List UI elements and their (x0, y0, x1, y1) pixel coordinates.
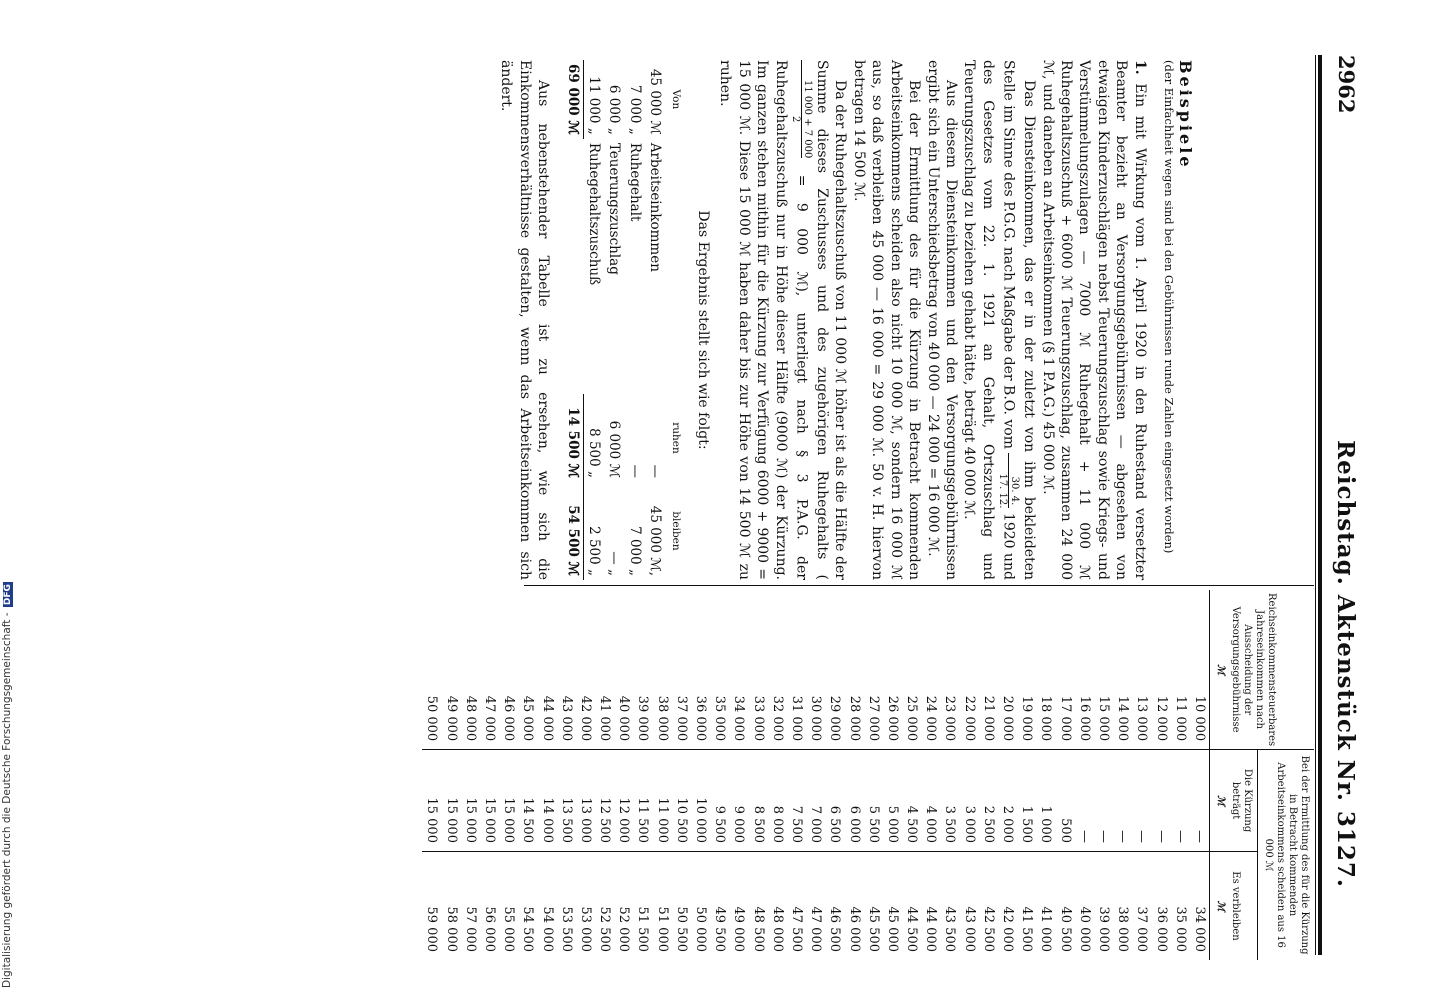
cell-remain: 41 500 (1019, 906, 1035, 952)
cell-remain: 50 500 (673, 906, 689, 952)
ledger-amount: 45 000 ℳ (647, 68, 664, 135)
cell-reduction: 6 500 (825, 750, 844, 852)
dfg-logo: DFG (3, 584, 13, 606)
date-fraction-den: 17. 12. (996, 473, 1008, 509)
cell-remain: 59 000 (424, 906, 440, 952)
examples-heading: Beispiele (1176, 60, 1195, 170)
cell-income: 22 000 (960, 590, 979, 750)
cell-income: 26 000 (883, 590, 902, 750)
example-text-5b: = 9 000 ℳ), unterliegt nach § 3 P.A.G. der Ruhegehaltszuschuß nur in Höhe dieser Hälfte (9000 ℳ) der Kürzung. Im ganzen stehen mithin für die Kürzung zur Verfügung 6000 + 9000 = 15 000 ℳ. Diese 15 000 ℳ haben daher bis zur Höhe von 14 500 ℳ zu ruhen. (717, 60, 810, 580)
cell-remain: 55 000 (501, 906, 517, 952)
example-text-1: Ein mit Wirkung vom 1. April 1920 in den Ruhestand versetzter Beamter bezieht an Versorgungsgebührnissen — abgesehen von etwaigen Kinderzuschlägen nebst Teuerungszuschlag sowie Kriegs- und Verstümmelungszulagen — 7000 ℳ Ruhegehalt + 11 000 ℳ Ruhegehaltszuschuß + 6000 ℳ Teuerungszuschlag, zusammen 24 000 ℳ, und daneben an Arbeitseinkommen (§ 1 P.A.G.) 45 000 ℳ. (1039, 60, 1148, 581)
cell-remain: 46 000 (846, 906, 862, 952)
cell-remain: 52 000 (616, 906, 632, 952)
column-divider (524, 585, 1314, 586)
cell-remain: 42 000 (1000, 906, 1016, 952)
cell-reduction: 7 500 (787, 750, 806, 852)
ledger-amount: 7 000 „ (626, 84, 643, 135)
cell-remain: 43 500 (942, 906, 958, 952)
cell-reduction: 14 000 (537, 750, 556, 852)
table-row (844, 590, 863, 960)
cell-reduction: 12 500 (595, 750, 614, 852)
table-row (442, 590, 461, 960)
cell-income: 28 000 (844, 590, 863, 750)
col-income-header-text: Reichseinkommensteuerbares Jahreseinkommen nach Ausscheidung der Versorgungsgebührnisse (1230, 593, 1277, 747)
table-row (633, 590, 652, 960)
cell-remain: 43 000 (961, 906, 977, 952)
cell-remain: 44 000 (923, 906, 939, 952)
cell-income: 16 000 (1075, 590, 1094, 750)
table-row (729, 590, 748, 960)
cell-income: 45 000 (518, 590, 537, 750)
example-paragraph-1 (1038, 60, 1148, 580)
header-rule-thick (1318, 55, 1322, 955)
ledger-amount: 11 000 „ (583, 60, 604, 139)
cell-reduction: 5 500 (864, 750, 883, 852)
date-fraction-num: 30. 4. (1008, 453, 1020, 508)
cell-remain: 51 000 (654, 906, 670, 952)
ledger-label: Ruhegehalt (626, 142, 643, 222)
cell-reduction: 4 500 (902, 750, 921, 852)
cell-reduction: 15 000 (499, 750, 518, 852)
cell-income: 29 000 (825, 590, 844, 750)
cell-reduction: 9 500 (710, 750, 729, 852)
example-text-2b: 1920 und des Gesetzes vom 22. 1. 1921 an Gehalt, Ortszuschlag und Teuerungszuschlag zu beziehen gehabt hätte, beträgt 40 000 ℳ. (961, 60, 1017, 581)
ledger-header-row (665, 60, 685, 580)
table-row (902, 590, 921, 960)
cell-reduction: 2 500 (979, 750, 998, 852)
example-number: 1. (1131, 60, 1148, 75)
cell-reduction: — (1094, 750, 1113, 852)
cell-remain: 49 500 (712, 906, 728, 952)
ledger-amount: 6 000 „ (606, 84, 623, 135)
cell-remain: 45 000 (884, 906, 900, 952)
table-row (787, 590, 806, 960)
cell-remain: 52 500 (597, 906, 613, 952)
ledger-label: Teuerungszuschlag (606, 142, 623, 275)
cell-remain: 40 000 (1076, 906, 1092, 952)
cell-reduction: — (1190, 750, 1210, 852)
cell-income: 32 000 (768, 590, 787, 750)
table-row (768, 590, 787, 960)
table-row (595, 590, 614, 960)
cell-reduction: 3 500 (940, 750, 959, 852)
table-row (979, 590, 998, 960)
cell-remain: 35 000 (1172, 906, 1188, 952)
ledger-total-ruhen: 14 500 ℳ (564, 407, 581, 478)
table-group-row (1258, 590, 1315, 960)
cell-reduction: 7 000 (806, 750, 825, 852)
sum-fraction (790, 60, 813, 158)
cell-remain: 48 000 (769, 906, 785, 952)
date-fraction (997, 453, 1020, 508)
ledger-head-ruhen: ruhen (669, 422, 682, 454)
col-reduction-header (1210, 750, 1258, 852)
cell-remain: 54 500 (520, 906, 536, 952)
cell-reduction: 1 500 (1017, 750, 1036, 852)
cell-reduction: 13 000 (576, 750, 595, 852)
table-row (1171, 590, 1190, 960)
cell-income: 37 000 (672, 590, 691, 750)
table-row (653, 590, 672, 960)
cell-remain: 40 500 (1057, 906, 1073, 952)
cell-income: 35 000 (710, 590, 729, 750)
cell-remain: 56 000 (481, 906, 497, 952)
cell-income: 12 000 (1151, 590, 1170, 750)
table-row (749, 590, 768, 960)
table-row (1056, 590, 1075, 960)
cell-reduction: 2 000 (998, 750, 1017, 852)
ledger-ruhen: 6 000 ℳ (606, 420, 623, 478)
cell-remain: 58 000 (443, 906, 459, 952)
cell-income: 50 000 (422, 590, 441, 750)
ledger-label: Arbeitseinkommen (647, 142, 664, 272)
table-row (614, 590, 633, 960)
page-number: 2962 (1334, 55, 1359, 114)
cell-remain: 47 000 (808, 906, 824, 952)
cell-reduction: 15 000 (442, 750, 461, 852)
cell-remain: 42 500 (980, 906, 996, 952)
ledger-row (624, 60, 644, 580)
cell-income: 46 000 (499, 590, 518, 750)
cell-remain: 38 000 (1115, 906, 1131, 952)
ledger-ruhen: — (647, 464, 664, 478)
example-paragraph-7: Aus nebenstehender Tabelle ist zu ersehen, wie sich die Einkommensverhältnisse gestalten, wenn das Arbeitseinkommen sich ändert. (498, 60, 552, 580)
cell-reduction: 15 000 (480, 750, 499, 852)
cell-remain: 36 000 (1153, 906, 1169, 952)
cell-remain: 48 500 (750, 906, 766, 952)
ledger-row (645, 60, 665, 580)
cell-reduction: 500 (1056, 750, 1075, 852)
table-row (422, 590, 441, 960)
cell-reduction: — (1075, 750, 1094, 852)
cell-income: 11 000 (1171, 590, 1190, 750)
table-row (1113, 590, 1132, 960)
cell-income: 10 000 (1190, 590, 1210, 750)
table-row (1075, 590, 1094, 960)
reduction-table-body (422, 590, 1209, 960)
cell-income: 49 000 (442, 590, 461, 750)
cell-income: 40 000 (614, 590, 633, 750)
cell-income: 13 000 (1132, 590, 1151, 750)
page-title: Reichstag. Aktenstück Nr. 3127. (1332, 440, 1359, 888)
table-row (864, 590, 883, 960)
table-row (921, 590, 940, 960)
table-row (691, 590, 710, 960)
cell-remain: 37 000 (1134, 906, 1150, 952)
table-row (480, 590, 499, 960)
ledger-bleiben: 7 000 „ (626, 526, 643, 576)
cell-remain: 51 500 (635, 906, 651, 952)
cell-income: 42 000 (576, 590, 595, 750)
example-paragraph-4: Bei der Ermittlung des für die Kürzung in Betracht kommenden Arbeitseinkommens scheiden also nicht 10 000 ℳ, sondern 16 000 ℳ aus, so daß verbleiben 45 000 — 16 000 = 29 000 ℳ. 50 v. H. hiervon betragen 14 500 ℳ. (850, 60, 923, 580)
col-reduction-unit: ℳ (1215, 795, 1226, 806)
cell-income: 19 000 (1017, 590, 1036, 750)
ledger-ruhen: — (626, 464, 643, 478)
cell-income: 18 000 (1036, 590, 1055, 750)
cell-income: 14 000 (1113, 590, 1132, 750)
cell-income: 17 000 (1056, 590, 1075, 750)
cell-reduction: 1 000 (1036, 750, 1055, 852)
example-text-5a: Da der Ruhegehaltszuschuß von 11 000 ℳ höher ist als die Hälfte der Summe dieses Zuschusses und des zugehörigen Ruhegehalts ( (814, 60, 849, 580)
cell-income: 30 000 (806, 590, 825, 750)
cell-income: 41 000 (595, 590, 614, 750)
table-row (710, 590, 729, 960)
cell-reduction: 15 000 (422, 750, 441, 852)
cell-remain: 46 500 (827, 906, 843, 952)
cell-remain: 47 500 (788, 906, 804, 952)
cell-income: 48 000 (461, 590, 480, 750)
scan-credit (1, 288, 17, 988)
cell-reduction: — (1113, 750, 1132, 852)
sum-fraction-den: 2 (789, 115, 801, 123)
reduction-table (422, 590, 1314, 960)
cell-reduction: 12 000 (614, 750, 633, 852)
col-remain-unit: ℳ (1215, 900, 1226, 912)
table-row (499, 590, 518, 960)
table-row (672, 590, 691, 960)
cell-reduction: 3 000 (960, 750, 979, 852)
cell-income: 38 000 (653, 590, 672, 750)
cell-remain: 54 000 (539, 906, 555, 952)
group-header: Bei der Ermittlung des für die Kürzung in Betracht kommenden Arbeitseinkommens scheiden aus 16 000 ℳ (1258, 750, 1315, 960)
cell-remain: 34 000 (1191, 906, 1207, 952)
header-rule-thin (1315, 55, 1316, 955)
cell-income: 36 000 (691, 590, 710, 750)
table-row (1036, 590, 1055, 960)
table-row (461, 590, 480, 960)
result-intro: Das Ergebnis stellt sich wie folgt: (695, 210, 712, 450)
cell-remain: 57 000 (462, 906, 478, 952)
cell-income: 24 000 (921, 590, 940, 750)
table-row (1132, 590, 1151, 960)
scan-credit-text: Digitalisierung gefördert durch die Deutsche Forschungsgemeinschaft - (1, 612, 13, 988)
cell-remain: 49 000 (731, 906, 747, 952)
ledger-head-bleiben: bleiben (669, 511, 682, 551)
cell-remain: 50 000 (693, 906, 709, 952)
table-row (1190, 590, 1210, 960)
examples-column (497, 60, 1294, 580)
cell-remain: 53 000 (577, 906, 593, 952)
cell-reduction: 9 000 (729, 750, 748, 852)
ledger-label: Ruhegehaltszuschuß (585, 142, 602, 286)
cell-income: 33 000 (749, 590, 768, 750)
cell-reduction: 14 500 (518, 750, 537, 852)
ledger-bleiben: 45 000 ℳ, (647, 505, 664, 576)
cell-reduction: — (1132, 750, 1151, 852)
cell-remain: 53 500 (558, 906, 574, 952)
col-reduction-header-text: Die Kürzung beträgt (1230, 768, 1253, 833)
ledger-total-bleiben: 54 500 ℳ (564, 505, 581, 576)
cell-remain: 45 500 (865, 906, 881, 952)
cell-reduction: 10 000 (691, 750, 710, 852)
cell-reduction: 8 500 (749, 750, 768, 852)
cell-income: 23 000 (940, 590, 959, 750)
table-row (998, 590, 1017, 960)
cell-income: 27 000 (864, 590, 883, 750)
cell-reduction: 4 000 (921, 750, 940, 852)
cell-reduction: 8 000 (768, 750, 787, 852)
cell-income: 43 000 (557, 590, 576, 750)
ledger-bleiben: 2 500 „ (583, 482, 604, 580)
cell-income: 15 000 (1094, 590, 1113, 750)
cell-reduction: 10 500 (672, 750, 691, 852)
ledger-row (583, 60, 604, 580)
table-row (537, 590, 556, 960)
col-income-header (1210, 590, 1315, 750)
table-row (576, 590, 595, 960)
col-remain-header (1210, 851, 1258, 960)
cell-reduction: 11 000 (653, 750, 672, 852)
col-remain-header-text: Es verbleiben (1230, 871, 1241, 941)
ledger-total-row (562, 60, 583, 580)
cell-income: 21 000 (979, 590, 998, 750)
table-row (960, 590, 979, 960)
cell-income: 34 000 (729, 590, 748, 750)
cell-reduction: 13 500 (557, 750, 576, 852)
cell-reduction: — (1171, 750, 1190, 852)
table-row (940, 590, 959, 960)
example-paragraph-3: Aus diesem Diensteinkommen und den Versorgungsgebührnissen ergibt sich ein Unterschiedsbetrag von 40 000 — 24 000 = 16 000 ℳ. (924, 60, 959, 580)
cell-reduction: — (1151, 750, 1170, 852)
table-row (883, 590, 902, 960)
table-row (557, 590, 576, 960)
examples-subheading: (der Einfachheit wegen sind bei den Gebührnissen runde Zahlen eingesetzt worden) (1161, 60, 1176, 554)
table-row (518, 590, 537, 960)
result-ledger (562, 60, 685, 580)
example-paragraph-2 (960, 60, 1038, 580)
ledger-total-amount: 69 000 ℳ (564, 64, 581, 135)
reduction-table-column (422, 590, 1314, 960)
ledger-ruhen: 8 500 „ (583, 394, 604, 482)
cell-remain: 39 000 (1095, 906, 1111, 952)
table-row (825, 590, 844, 960)
table-row (1151, 590, 1170, 960)
sum-fraction-num: 11 000 + 7 000 (801, 60, 813, 158)
ledger-bleiben: — „ (606, 551, 623, 576)
table-row (806, 590, 825, 960)
table-row (1017, 590, 1036, 960)
ledger-row (604, 60, 624, 580)
cell-income: 44 000 (537, 590, 556, 750)
cell-income: 39 000 (633, 590, 652, 750)
col-income-unit: ℳ (1215, 664, 1226, 675)
table-row (1094, 590, 1113, 960)
ledger-head-von: Von (669, 89, 682, 110)
cell-reduction: 11 500 (633, 750, 652, 852)
example-paragraph-5 (716, 60, 849, 580)
cell-income: 31 000 (787, 590, 806, 750)
cell-reduction: 15 000 (461, 750, 480, 852)
cell-remain: 44 500 (904, 906, 920, 952)
cell-reduction: 5 000 (883, 750, 902, 852)
cell-reduction: 6 000 (844, 750, 863, 852)
cell-income: 25 000 (902, 590, 921, 750)
cell-income: 47 000 (480, 590, 499, 750)
example-text-2a: Das Diensteinkommen, das er in der zuletzt von ihm bekleideten Stelle im Sinne des P.G.G. nach Maßgabe der B.O. vom (1000, 60, 1038, 580)
cell-remain: 41 000 (1038, 906, 1054, 952)
cell-income: 20 000 (998, 590, 1017, 750)
